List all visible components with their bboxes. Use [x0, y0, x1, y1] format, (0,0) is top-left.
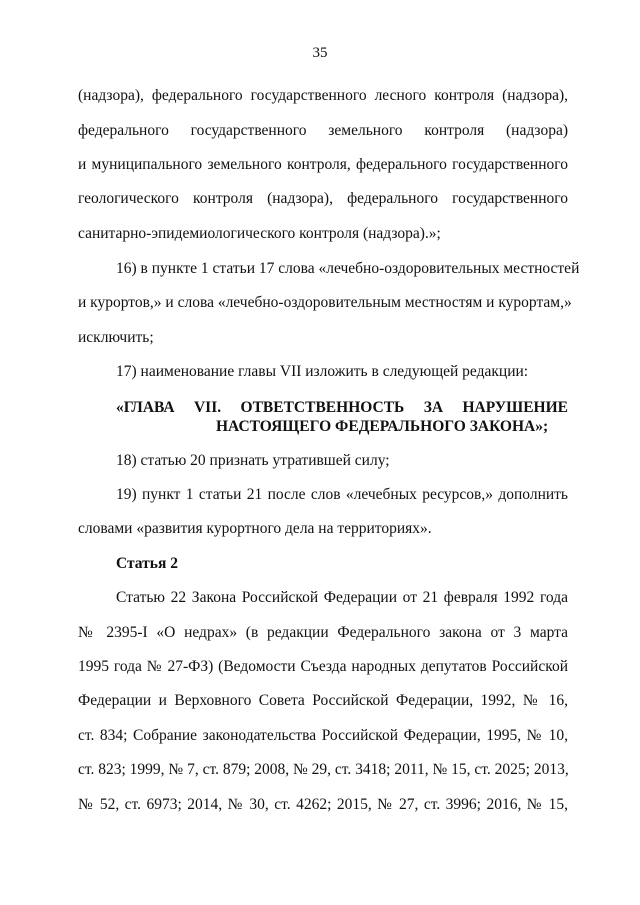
chapter-heading-line-1: «ГЛАВА VII. ОТВЕТСТВЕННОСТЬ ЗА НАРУШЕНИЕ	[116, 399, 568, 416]
article-2-line: ст. 823; 1999, № 7, ст. 879; 2008, № 29, ст. 3418; 2011, № 15, ст. 2025; 2013,	[78, 761, 569, 778]
chapter-heading	[116, 398, 568, 436]
article-2-line: ст. 834; Собрание законодательства Российской Федерации, 1995, № 10,	[78, 727, 568, 744]
article-2-line: № 52, ст. 6973; 2014, № 30, ст. 4262; 2015, № 27, ст. 3996; 2016, № 15,	[78, 796, 568, 813]
item-16-line: и курортов,» и слова «лечебно-оздоровительным местностям и курортам,»	[78, 294, 572, 311]
article-2-heading: Статья 2	[116, 555, 178, 572]
paragraph-line: и муниципального земельного контроля, федерального государственного	[78, 156, 568, 173]
article-2-line: 1995 года № 27-ФЗ) (Ведомости Съезда народных депутатов Российской	[78, 658, 568, 675]
paragraph-line: геологического контроля (надзора), федерального государственного	[78, 190, 568, 207]
item-16-line: 16) в пункте 1 статьи 17 слова «лечебно-оздоровительных местностей	[116, 260, 580, 277]
article-2-line: № 2395-I «О недрах» (в редакции Федерального закона от 3 марта	[78, 624, 568, 641]
paragraph-line: федерального государственного земельного контроля (надзора)	[78, 122, 568, 139]
paragraph-line: санитарно-эпидемиологического контроля (надзора).»;	[78, 225, 441, 242]
item-18-line: 18) статью 20 признать утратившей силу;	[116, 452, 390, 469]
chapter-heading-line-2: НАСТОЯЩЕГО ФЕДЕРАЛЬНОГО ЗАКОНА»;	[216, 418, 549, 435]
page-number: 35	[312, 45, 328, 61]
article-2-line: Федерации и Верховного Совета Российской Федерации, 1992, № 16,	[78, 692, 568, 709]
article-2-line: Статью 22 Закона Российской Федерации от 21 февраля 1992 года	[116, 589, 568, 606]
item-16-line: исключить;	[78, 329, 154, 346]
item-17-line: 17) наименование главы VII изложить в следующей редакции:	[116, 363, 529, 380]
item-19-line: 19) пункт 1 статьи 21 после слов «лечебных ресурсов,» дополнить	[116, 486, 568, 503]
paragraph-line: (надзора), федерального государственного лесного контроля (надзора),	[78, 87, 568, 104]
item-19-line: словами «развития курортного дела на территориях».	[78, 520, 432, 537]
